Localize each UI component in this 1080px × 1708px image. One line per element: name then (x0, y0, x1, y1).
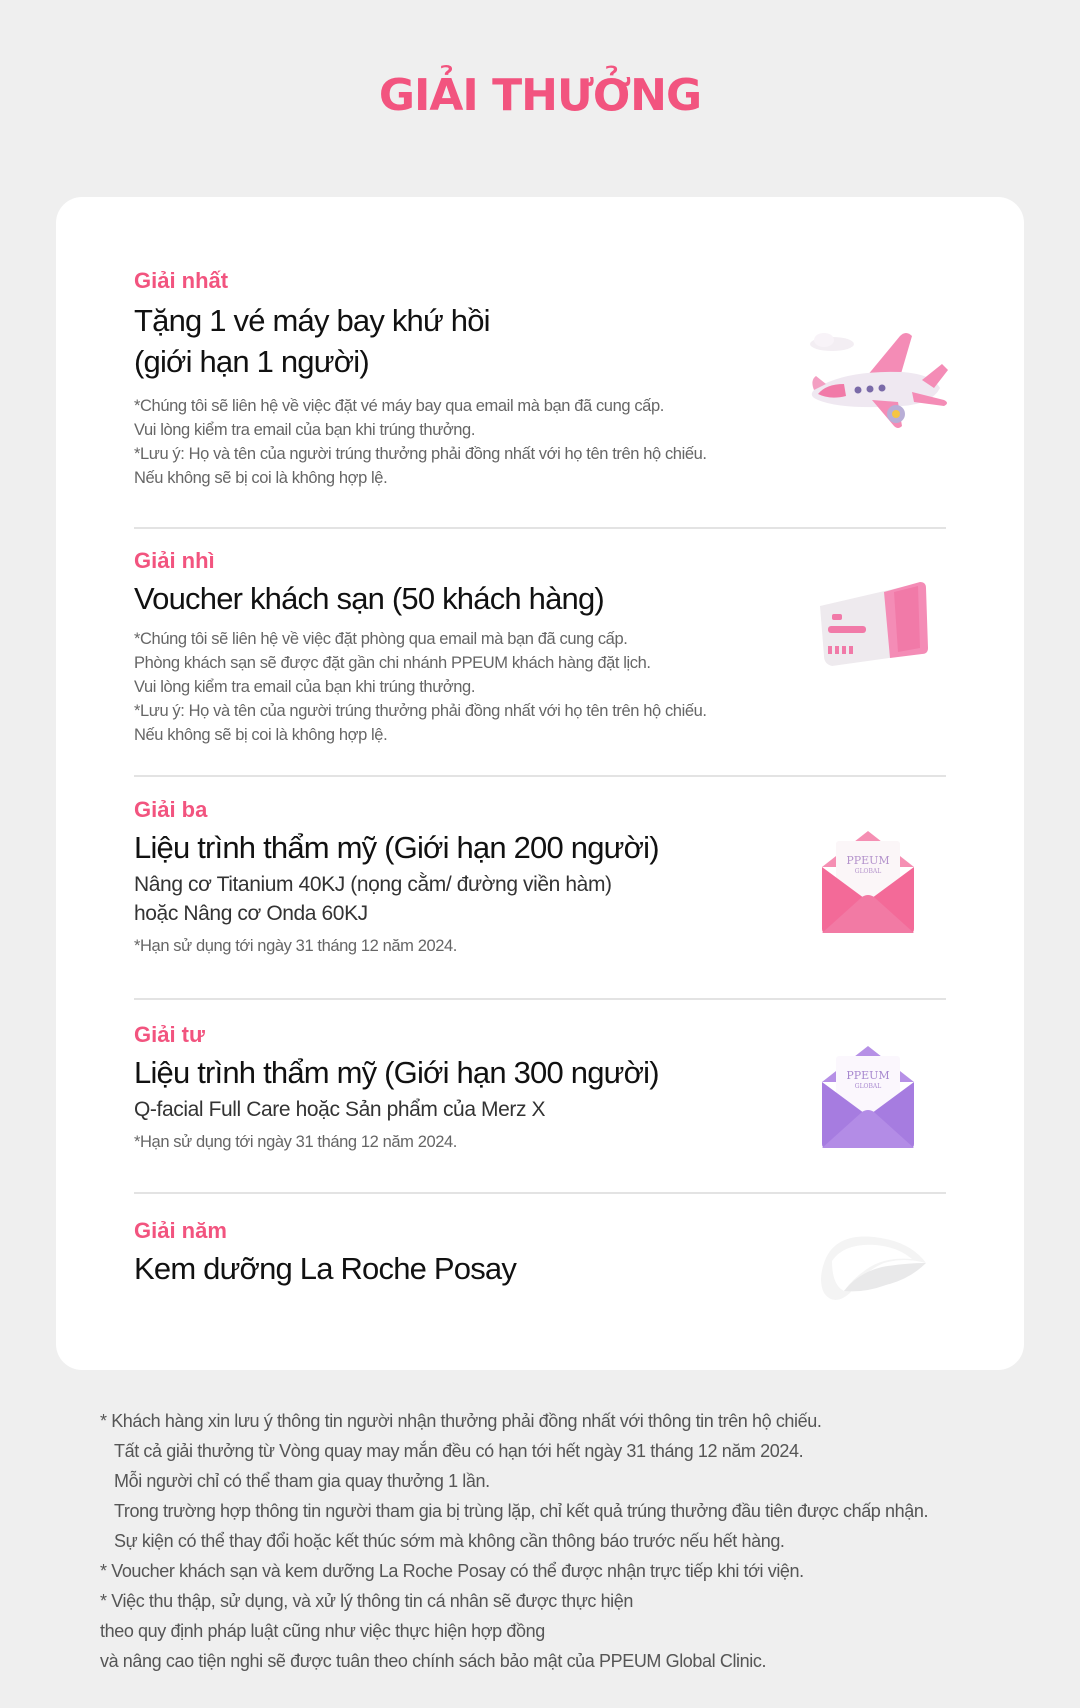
envelope-text: GLOBAL (854, 1083, 882, 1090)
footnote-line: Sự kiện có thể thay đổi hoặc kết thúc sớm mà không cần thông báo trước nếu hết hàng. (114, 1531, 785, 1551)
prize-tag: Giải ba (134, 797, 208, 822)
prize-note: *Chúng tôi sẽ liên hệ về việc đặt phòng qua email mà bạn đã cung cấp. (134, 630, 628, 648)
envelope-text: PPEUM (846, 854, 890, 867)
prize-card (56, 197, 1024, 1370)
prize-tag: Giải năm (134, 1218, 227, 1243)
prize-title: Tặng 1 vé máy bay khứ hồi (134, 303, 490, 338)
prize-note: Vui lòng kiểm tra email của bạn khi trúng thưởng. (134, 421, 476, 439)
prize-title: (giới hạn 1 người) (134, 344, 369, 379)
divider (134, 527, 946, 529)
cream-swatch-icon (814, 1223, 934, 1313)
prize-tag: Giải tư (134, 1022, 205, 1047)
prize-tag: Giải nhì (134, 548, 215, 573)
prize-title: Kem dưỡng La Roche Posay (134, 1251, 517, 1286)
airplane-icon (802, 330, 952, 435)
footnote-line: * Khách hàng xin lưu ý thông tin người nhận thưởng phải đồng nhất với thông tin trên hộ chiếu. (100, 1411, 822, 1431)
divider (134, 998, 946, 1000)
envelope-text: GLOBAL (854, 868, 882, 875)
prize-note: Phòng khách sạn sẽ được đặt gần chi nhánh PPEUM khách hàng đặt lịch. (134, 654, 651, 672)
prize-sub: Q-facial Full Care hoặc Sản phẩm của Merz X (134, 1098, 546, 1121)
divider (134, 775, 946, 777)
prize-note: *Hạn sử dụng tới ngày 31 tháng 12 năm 2024. (134, 937, 457, 955)
prize-tag: Giải nhất (134, 268, 229, 293)
prize-note: Nếu không sẽ bị coi là không hợp lệ. (134, 726, 388, 744)
footnote-line: * Voucher khách sạn và kem dưỡng La Roche Posay có thể được nhận trực tiếp khi tới viện. (100, 1561, 804, 1581)
voucher-ticket-icon (814, 578, 934, 668)
footnote-line: theo quy định pháp luật cũng như việc thực hiện hợp đồng (100, 1621, 545, 1641)
prize-note: *Lưu ý: Họ và tên của người trúng thưởng phải đồng nhất với họ tên trên hộ chiếu. (134, 702, 707, 720)
footnote-line: Trong trường hợp thông tin người tham gia bị trùng lặp, chỉ kết quả trúng thưởng đầu tiên được chấp nhận. (114, 1501, 929, 1521)
footnote-line: Tất cả giải thưởng từ Vòng quay may mắn đều có hạn tới hết ngày 31 tháng 12 năm 2024. (114, 1441, 804, 1461)
pink-envelope-icon (818, 827, 918, 937)
divider (134, 1192, 946, 1194)
prize-note: *Hạn sử dụng tới ngày 31 tháng 12 năm 2024. (134, 1133, 457, 1151)
prize-sub: Nâng cơ Titanium 40KJ (nọng cằm/ đường viền hàm) (134, 873, 612, 896)
purple-envelope-icon (818, 1042, 918, 1152)
prize-note: *Lưu ý: Họ và tên của người trúng thưởng phải đồng nhất với họ tên trên hộ chiếu. (134, 445, 707, 463)
footnote-line: Mỗi người chỉ có thể tham gia quay thưởng 1 lần. (114, 1471, 490, 1491)
footnote-line: * Việc thu thập, sử dụng, và xử lý thông tin cá nhân sẽ được thực hiện (100, 1591, 633, 1611)
page-title: GIẢI THƯỞNG (378, 70, 702, 121)
prize-note: Vui lòng kiểm tra email của bạn khi trúng thưởng. (134, 678, 476, 696)
prize-title: Voucher khách sạn (50 khách hàng) (134, 581, 604, 616)
footnotes (102, 1406, 1022, 1676)
envelope-text: PPEUM (846, 1069, 890, 1082)
prize-title: Liệu trình thẩm mỹ (Giới hạn 200 người) (134, 830, 659, 865)
prize-note: *Chúng tôi sẽ liên hệ về việc đặt vé máy bay qua email mà bạn đã cung cấp. (134, 397, 664, 415)
footnote-line: và nâng cao tiện nghi sẽ được tuân theo chính sách bảo mật của PPEUM Global Clinic. (100, 1651, 767, 1671)
prize-note: Nếu không sẽ bị coi là không hợp lệ. (134, 469, 388, 487)
prize-sub: hoặc Nâng cơ Onda 60KJ (134, 902, 368, 925)
prize-title: Liệu trình thẩm mỹ (Giới hạn 300 người) (134, 1055, 659, 1090)
